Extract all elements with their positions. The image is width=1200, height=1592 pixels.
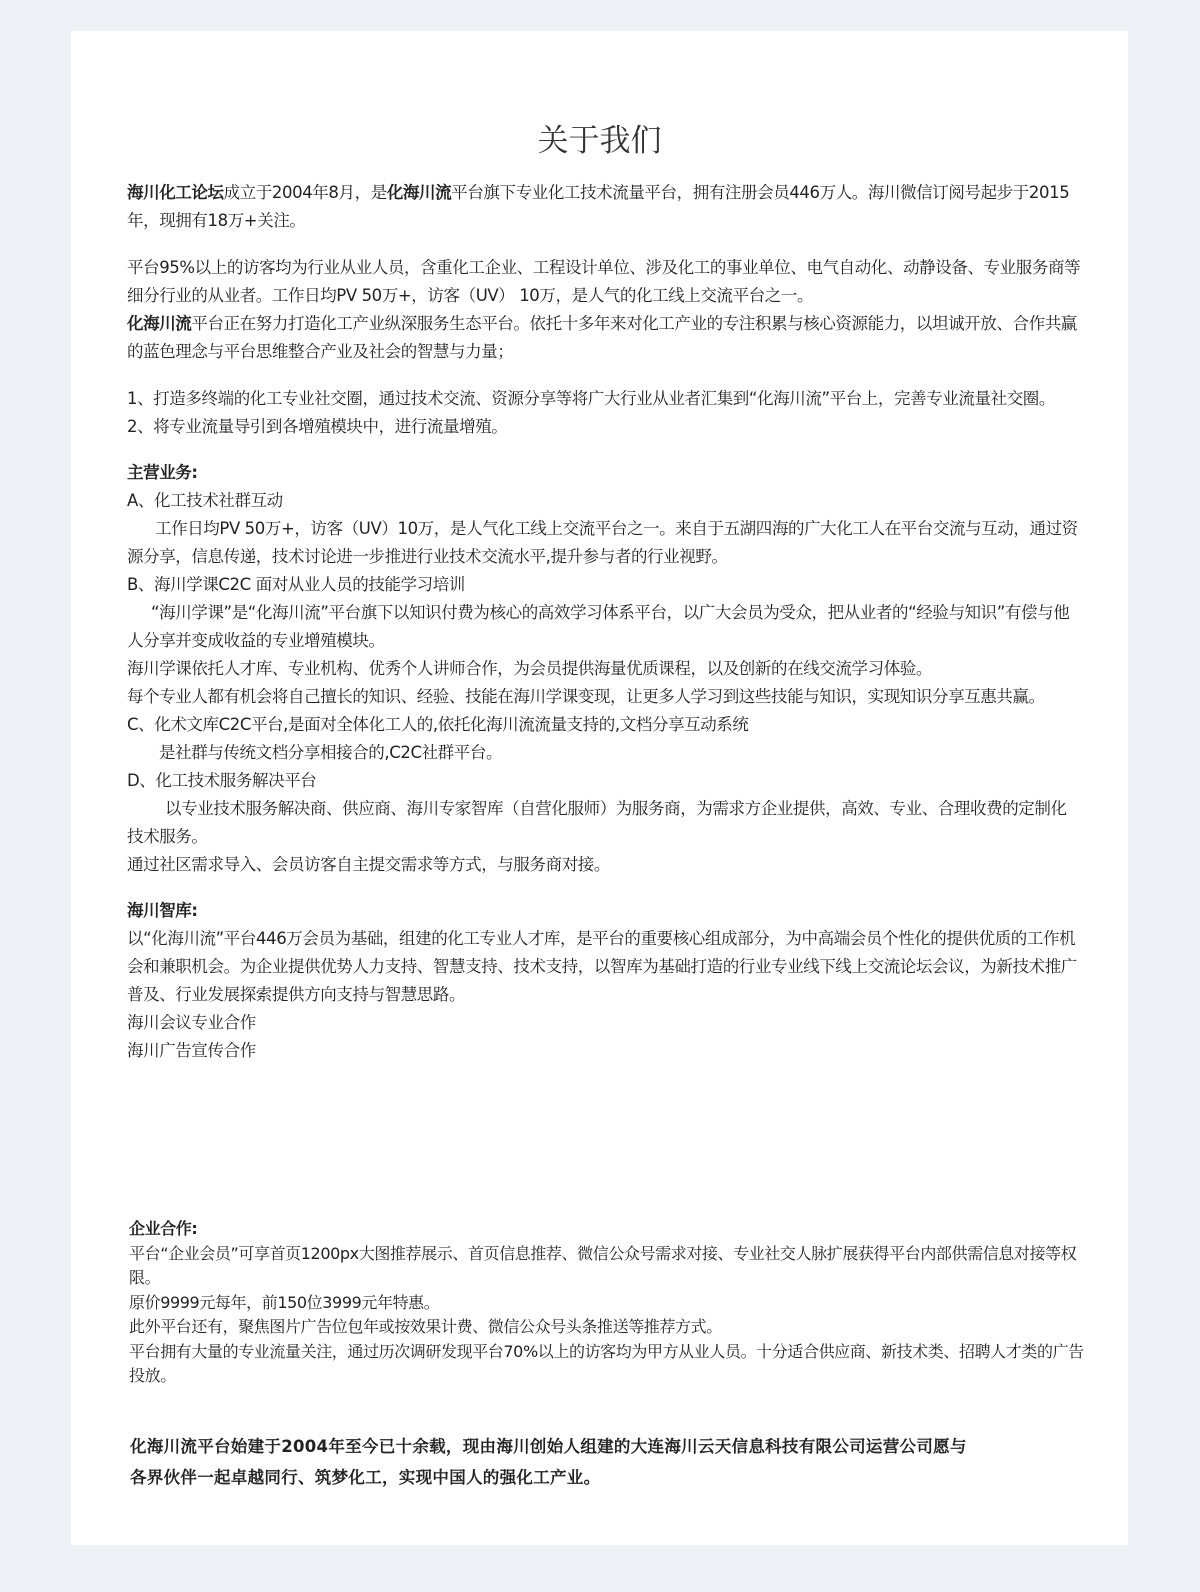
business-d-desc-2: 通过社区需求导入、会员访客自主提交需求等方式，与服务商对接。 <box>127 855 611 874</box>
ecosystem-text: 平台正在努力打造化工产业纵深服务生态平台。依托十多年来对化工产业的专注积累与核心资源能力，以坦诚开放、合作共赢的蓝色理念与平台思维整合产业及社会的智慧与力量； <box>127 314 1077 361</box>
business-d-desc-1: 以专业技术服务解决商、供应商、海川专家智库（自营化服师）为服务商，为需求方企业提供，高效、专业、合理收费的定制化技术服务。 <box>127 799 1067 846</box>
think-tank-item: 海川会议专业合作 <box>127 1013 256 1032</box>
think-tank-desc: 以“化海川流”平台446万会员为基础，组建的化工专业人才库，是平台的重要核心组成部分，为中高端会员个性化的提供优质的工作机会和兼职机会。为企业提供优势人力支持、智慧支持、技术支持，以智库为基础打造的行业专业线下线上交流论坛会议，为新技术推广普及、行业发展探索提供方向支持与智慧思路。 <box>127 929 1077 1004</box>
cooperation-line: 原价9999元每年，前150位3999元年特惠。 <box>129 1292 440 1312</box>
forum-name: 海川化工论坛 <box>127 183 224 202</box>
business-b-desc-3: 每个专业人都有机会将自己擅长的知识、经验、技能在海川学课变现，让更多人学习到这些技能与知识，实现知识分享互惠共赢。 <box>127 687 1045 706</box>
cooperation-line: 此外平台还有，聚焦图片广告位包年或按效果计费、微信公众号头条推送等推荐方式。 <box>129 1317 722 1336</box>
business-d-title: D、化工技术服务解决平台 <box>127 771 317 790</box>
business-b-desc-1: “海川学课”是“化海川流”平台旗下以知识付费为核心的高效学习体系平台，以广大会员为受众，把从业者的“经验与知识”有偿与他人分享并变成收益的专业增殖模块。 <box>127 603 1070 650</box>
business-a-title: A、化工技术社群互动 <box>127 491 283 510</box>
business-b-desc-2: 海川学课依托人才库、专业机构、优秀个人讲师合作，为会员提供海量优质课程，以及创新的在线交流学习体验。 <box>127 659 933 678</box>
think-tank-item: 海川广告宣传合作 <box>127 1041 256 1060</box>
ecosystem-platform-name: 化海川流 <box>127 314 192 333</box>
intro-paragraph <box>127 179 1082 235</box>
think-tank-heading: 海川智库: <box>127 901 198 920</box>
closing-line: 各界伙伴一起卓越同行、筑梦化工，实现中国人的强化工产业。 <box>130 1468 601 1487</box>
visitors-paragraph: 平台95%以上的访客均为行业从业人员，含重化工企业、工程设计单位、涉及化工的事业单位、电气自动化、动静设备、专业服务商等细分行业的从业者。工作日均PV 50万+，访客（UV） 10万，是人气的化工线上交流平台之一。 <box>127 258 1081 305</box>
cooperation-section <box>129 1217 1089 1389</box>
cooperation-line: 平台“企业会员”可享首页1200px大图推荐展示、首页信息推荐、微信公众号需求对接、专业社交人脉扩展获得平台内部供需信息对接等权限。 <box>129 1243 1077 1287</box>
business-b-title: B、海川学课C2C 面对从业人员的技能学习培训 <box>127 575 465 594</box>
cooperation-heading: 企业合作: <box>129 1219 198 1238</box>
article-body <box>127 179 1082 1065</box>
cooperation-line: 平台拥有大量的专业流量关注，通过历次调研发现平台70%以上的访客均为甲方从业人员。十分适合供应商、新技术类、招聘人才类的广告投放。 <box>129 1341 1084 1385</box>
business-c-desc: 是社群与传统文档分享相接合的,C2C社群平台。 <box>159 743 503 762</box>
goal-item: 2、将专业流量导引到各增殖模块中，进行流量增殖。 <box>127 417 508 436</box>
closing-line: 化海川流平台始建于2004年至今已十余载，现由海川创始人组建的大连海川云天信息科技有限公司运营公司愿与 <box>130 1437 967 1456</box>
business-c-title: C、化术文库C2C平台,是面对全体化工人的,依托化海川流流量支持的,文档分享互动系统 <box>127 715 749 734</box>
business-heading: 主营业务: <box>127 463 198 482</box>
page-title: 关于我们 <box>537 123 662 159</box>
intro-text-2: 平台旗下专业化工技术流量平台，拥有注册会员446万人。海川微信订阅号起步于2015年，现拥有18万+关注。 <box>127 183 1070 230</box>
business-a-desc: 工作日均PV 50万+，访客（UV）10万，是人气化工线上交流平台之一。来自于五湖四海的广大化工人在平台交流与互动，通过资源分享，信息传递，技术讨论进一步推进行业技术交流水平,提升参与者的行业视野。 <box>127 519 1078 566</box>
ecosystem-paragraph <box>127 310 1082 366</box>
platform-name: 化海川流 <box>386 183 452 202</box>
intro-text-1: 成立于2004年8月，是 <box>223 183 387 202</box>
closing-statement <box>130 1431 1090 1493</box>
goal-item: 1、打造多终端的化工专业社交圈，通过技术交流、资源分享等将广大行业从业者汇集到“化海川流”平台上，完善专业流量社交圈。 <box>127 389 1055 408</box>
about-us-card <box>71 31 1128 1545</box>
